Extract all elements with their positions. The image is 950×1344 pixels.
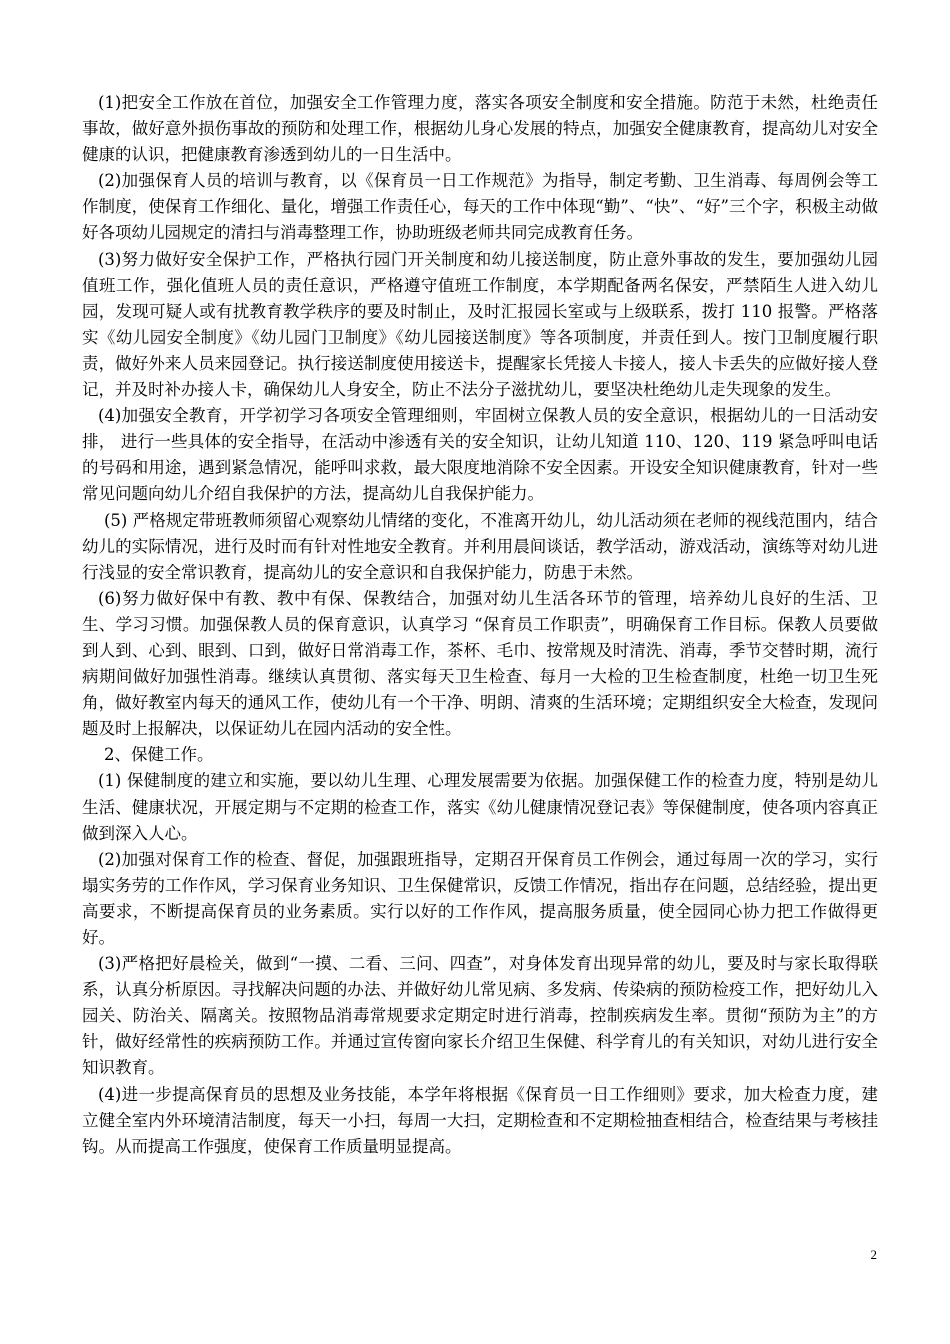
paragraph-care-inspection: (2)加强对保育工作的检查、督促，加强跟班指导，定期召开保育员工作例会，通过每周一次的学习，实行塌实务劳的工作作风，学习保育业务知识、卫生保健常识，反馈工作情况，指出存在问题，总结经验，提出更高要求，不断提高保育员的业务素质。实行以好的工作作风，提高服务质量，使全园同心协力把工作做得更好。 [82,849,878,947]
paragraph-safety-education: (4)加强安全教育，开学初学习各项安全管理细则，牢固树立保教人员的安全意识，根据幼儿的一日活动安排， 进行一些具体的安全指导，在活动中渗透有关的安全知识，让幼儿知道 110、120、119 紧急呼叫电话的号码和用途，遇到紧急情况，能呼叫求救，最大限度地消除不安全因素。开设安全知识健康教育，针对一些常见问题向幼儿介绍自我保护的方法，提高幼儿自我保护能力。 [82,406,878,504]
paragraph-safety-first: (1)把安全工作放在首位，加强安全工作管理力度，落实各项安全制度和安全措施。防范于未然，杜绝责任事故，做好意外损伤事故的预防和处理工作，根据幼儿身心发展的特点，加强安全健康教育，提高幼儿对安全健康的认识，把健康教育渗透到幼儿的一日生活中。 [82,93,878,165]
paragraph-safety-protection: (3)努力做好安全保护工作，严格执行园门开关制度和幼儿接送制度，防止意外事故的发生，要加强幼儿园值班工作，强化值班人员的责任意识，严格遵守值班工作制度，本学期配备两名保安，严禁陌生人进入幼儿园，发现可疑人或有扰教育教学秩序的要及时制止，及时汇报园长室或与上级联系，拨打 110 报警。严格落实《幼儿园安全制度》《幼儿园门卫制度》《幼儿园接送制度》等各项制度，并责任到人。按门卫制度履行职责，做好外来人员来园登记。执行接送制度使用接送卡，提醒家长凭接人卡接人，接人卡丢失的应做好接人登记，并及时补办接人卡，确保幼儿人身安全，防止不法分子滋扰幼儿，要坚决杜绝幼儿走失现象的发生。 [82,249,878,400]
paragraph-morning-check: (3)严格把好晨检关，做到“一摸、二看、三问、四查”，对身体发育出现异常的幼儿，要及时与家长取得联系，认真分析原因。寻找解决问题的办法、并做好幼儿常见病、多发病、传染病的预防检疫工作，把好幼儿入园关、防治关、隔离关。按照物品消毒常规要求定期定时进行消毒，控制疾病发生率。贯彻“预防为主”的方针，做好经常性的疾病预防工作。并通过宣传窗向家长介绍卫生保健、科学育儿的有关知识，对幼儿进行安全知识教育。 [82,954,878,1078]
paragraph-staff-training: (2)加强保育人员的培训与教育，以《保育员一日工作规范》为指导，制定考勤、卫生消毒、每周例会等工作制度，使保育工作细化、量化，增强工作责任心，每天的工作中体现“勤”、“快”、“好”三个字，积极主动做好各项幼儿园规定的清扫与消毒整理工作，协助班级老师共同完成教育任务。 [82,171,878,243]
paragraph-teacher-supervision: (5) 严格规定带班教师须留心观察幼儿情绪的变化，不准离开幼儿，幼儿活动须在老师的视线范围内，结合幼儿的实际情况，进行及时而有针对性地安全教育。并利用晨间谈话，教学活动，游戏活动，演练等对幼儿进行浅显的安全常识教育，提高幼儿的安全意识和自我保护能力，防患于未然。 [82,510,878,582]
paragraph-health-system: (1) 保健制度的建立和实施，要以幼儿生理、心理发展需要为依据。加强保健工作的检查力度，特别是幼儿生活、健康状况，开展定期与不定期的检查工作，落实《幼儿健康情况登记表》等保健制度，使各项内容真正做到深入人心。 [82,771,878,843]
section-heading-health-work: 2、保健工作。 [104,745,214,765]
paragraph-skill-improvement: (4)进一步提高保育员的思想及业务技能，本学年将根据《保育员一日工作细则》要求，加大检查力度，建立健全室内外环境清洁制度，每天一小扫，每周一大扫，定期检查和不定期检抽查相结合，检查结果与考核挂钩。从而提高工作强度，使保育工作质量明显提高。 [82,1084,878,1156]
document-body [82,90,878,1160]
page-number: 2 [870,1247,877,1262]
paragraph-care-education: (6)努力做好保中有教、教中有保、保教结合，加强对幼儿生活各环节的管理，培养幼儿良好的生活、卫生、学习习惯。加强保教人员的保育意识，认真学习 “保育员工作职责”，明确保育工作目标。保教人员要做到人到、心到、眼到、口到，做好日常消毒工作，茶杯、毛巾、按常规及时清洗、消毒，季节交替时期，流行病期间做好加强性消毒。继续认真贯彻、落实每天卫生检查、每月一大检的卫生检查制度，杜绝一切卫生死角，做好教室内每天的通风工作，使幼儿有一个干净、明朗、清爽的生活环境；定期组织安全大检查，发现问题及时上报解决，以保证幼儿在园内活动的安全性。 [82,588,878,739]
